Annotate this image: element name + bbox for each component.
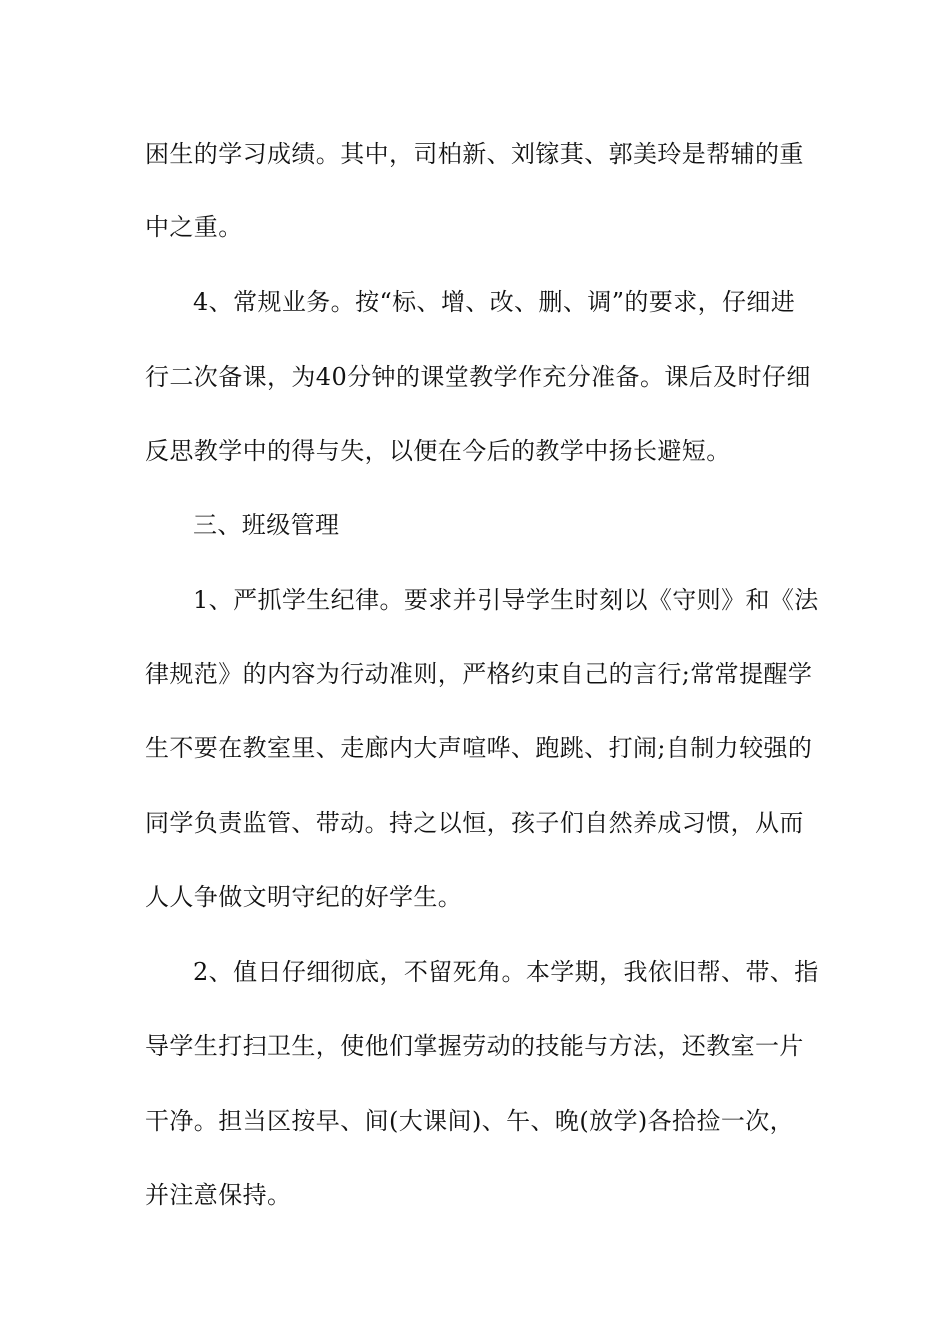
text-line-14: 干净。担当区按早、间(大课间)、午、晚(放学)各拾捡一次， <box>145 1107 795 1135</box>
text-line-11: 人人争做文明守纪的好学生。 <box>145 883 463 911</box>
text-line-15: 并注意保持。 <box>145 1181 292 1209</box>
text-line-5: 反思教学中的得与失，以便在今后的教学中扬长避短。 <box>145 437 731 465</box>
text-line-1: 困生的学习成绩。其中，司柏新、刘镓萁、郭美玲是帮辅的重 <box>145 140 804 168</box>
text-line-8: 律规范》的内容为行动准则，严格约束自己的言行;常常提醒学 <box>145 660 813 688</box>
section-heading: 三、班级管理 <box>193 511 340 539</box>
text-line-9: 生不要在教室里、走廊内大声喧哗、跑跳、打闹;自制力较强的 <box>145 734 813 762</box>
text-line-13: 导学生打扫卫生，使他们掌握劳动的技能与方法，还教室一片 <box>145 1032 804 1060</box>
text-line-2: 中之重。 <box>145 213 243 241</box>
text-line-4: 行二次备课，为40分钟的课堂教学作充分准备。课后及时仔细 <box>145 363 811 391</box>
text-line-7: 1、严抓学生纪律。要求并引导学生时刻以《守则》和《法 <box>193 586 819 614</box>
text-line-3: 4、常规业务。按“标、增、改、删、调”的要求，仔细进 <box>193 288 796 316</box>
text-line-12: 2、值日仔细彻底，不留死角。本学期，我依旧帮、带、指 <box>193 958 819 986</box>
text-line-10: 同学负责监管、带动。持之以恒，孩子们自然养成习惯，从而 <box>145 809 804 837</box>
